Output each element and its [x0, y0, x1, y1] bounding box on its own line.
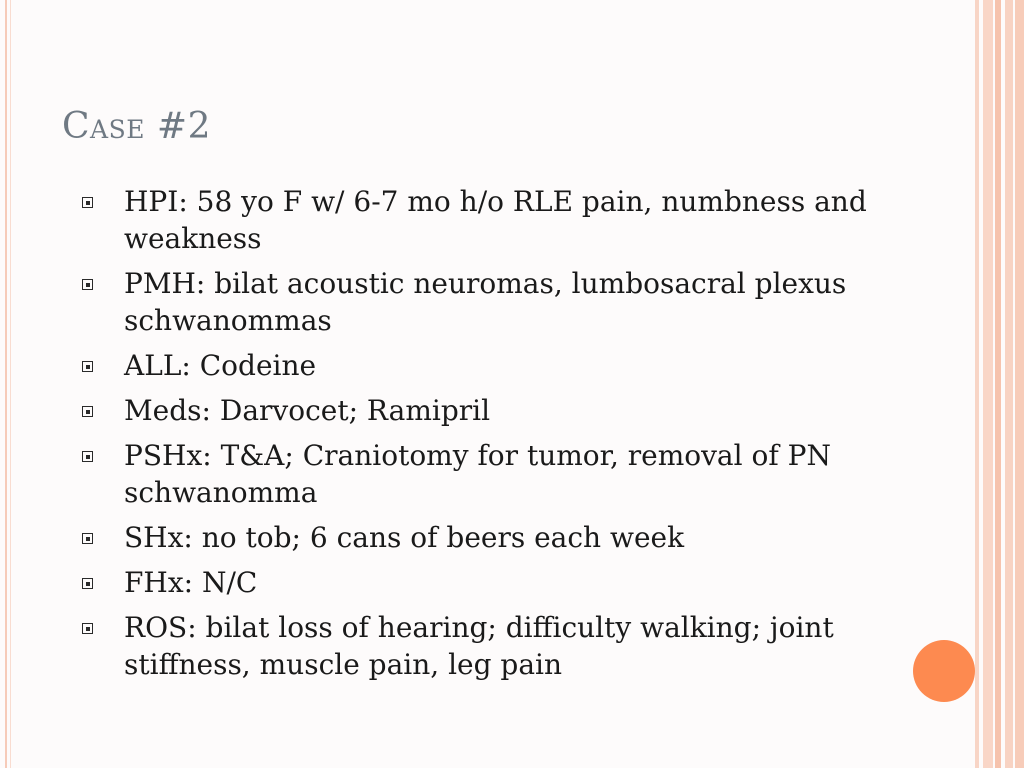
- stripe: [1015, 0, 1024, 768]
- slide-title: Case #2: [62, 106, 211, 147]
- square-bullet-icon: [82, 533, 93, 544]
- square-bullet-icon: [82, 406, 93, 417]
- bullet-text: PSHx: T&A; Craniotomy for tumor, removal of PN schwanomma: [124, 439, 831, 509]
- stripe: [995, 0, 1001, 768]
- square-bullet-icon: [82, 578, 93, 589]
- bullet-item: [82, 564, 872, 601]
- square-bullet-icon: [82, 197, 93, 208]
- square-bullet-icon: [82, 361, 93, 372]
- bullet-list: [82, 183, 872, 691]
- square-bullet-icon: [82, 623, 93, 634]
- bullet-item: [82, 519, 872, 556]
- left-border-line: [5, 0, 7, 768]
- stripe: [983, 0, 993, 768]
- bullet-item: [82, 265, 872, 339]
- bullet-text: ALL: Codeine: [124, 349, 317, 382]
- stripe: [1005, 0, 1013, 768]
- left-border-line-inner: [10, 0, 11, 768]
- bullet-text: Meds: Darvocet; Ramipril: [124, 394, 491, 427]
- stripe: [975, 0, 979, 768]
- decorative-circle: [913, 640, 975, 702]
- bullet-item: [82, 347, 872, 384]
- bullet-text: HPI: 58 yo F w/ 6-7 mo h/o RLE pain, numbness and weakness: [124, 185, 867, 255]
- bullet-text: FHx: N/C: [124, 566, 258, 599]
- right-decorative-stripes: [975, 0, 1024, 768]
- bullet-item: [82, 392, 872, 429]
- bullet-text: ROS: bilat loss of hearing; difficulty walking; joint stiffness, muscle pain, leg pain: [124, 611, 834, 681]
- bullet-item: [82, 183, 872, 257]
- square-bullet-icon: [82, 279, 93, 290]
- bullet-item: [82, 437, 872, 511]
- bullet-text: PMH: bilat acoustic neuromas, lumbosacral plexus schwanommas: [124, 267, 847, 337]
- bullet-text: SHx: no tob; 6 cans of beers each week: [124, 521, 685, 554]
- square-bullet-icon: [82, 451, 93, 462]
- bullet-item: [82, 609, 872, 683]
